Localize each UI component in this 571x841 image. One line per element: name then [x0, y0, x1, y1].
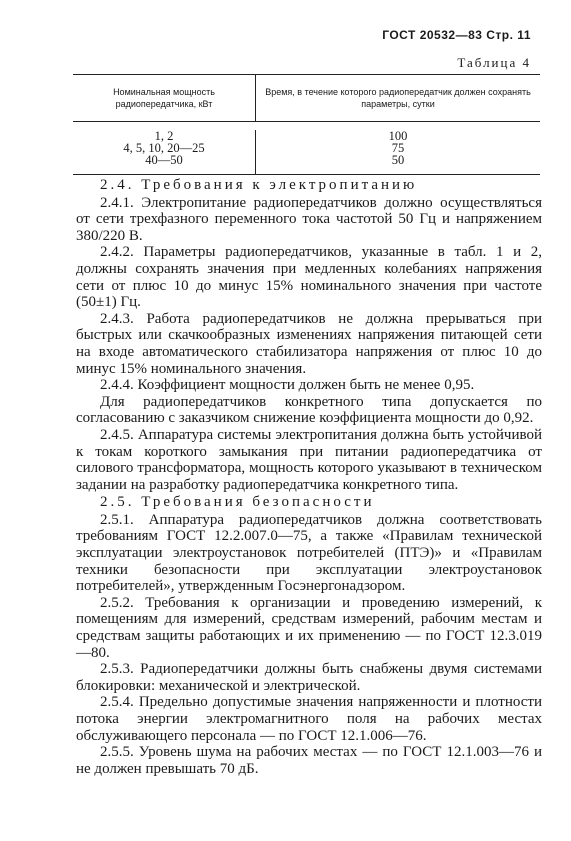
power-column	[73, 130, 256, 174]
paragraph: 2.4.3. Работа радиопередатчиков не должна прерываться при быстрых или скачкообразных изменениях напряжения питающей сети на входе автоматического стабилизатора напряжения от плюс 10 до минус 15% номинального значения.	[76, 310, 542, 377]
table-cell-days: 100	[388, 129, 408, 143]
table-cell-power: 1, 2	[154, 129, 174, 143]
power-table	[73, 74, 540, 175]
table-label: Таблица 4	[457, 55, 531, 70]
paragraph: 2.5.4. Предельно допустимые значения напряженности и плотности потока энергии электромагнитного поля на рабочих местах обслуживающего персонала — по ГОСТ 12.1.006—76.	[76, 694, 542, 744]
paragraph: 2.4.2. Параметры радиопередатчиков, указанные в табл. 1 и 2, должны сохранять значения при медленных колебаниях напряжения сети от плюс 10 до минус 15% номинального значения при частоте (50±1) Гц.	[76, 244, 542, 311]
section-heading: 2.4. Требования к электропитанию	[100, 177, 418, 193]
table-cell-power: 40—50	[145, 153, 183, 167]
table-body	[73, 122, 540, 174]
table-header-power: Номинальная мощность радиопередатчика, кВт	[73, 75, 256, 121]
table-header-days: Время, в течение которого радиопередатчик должен сохранять параметры, сутки	[265, 87, 531, 109]
table-cell-days: 50	[391, 153, 405, 167]
table-cell-days: 75	[391, 141, 405, 155]
paragraph: Для радиопередатчиков конкретного типа допускается по согласованию с заказчиком снижение коэффициента мощности до 0,92.	[76, 393, 542, 427]
section-heading: 2.5. Требования безопасности	[100, 494, 375, 511]
paragraph: 2.4.5. Аппаратура системы электропитания должна быть устойчивой к токам короткого замыкания при питании радиопередатчика от силового трансформатора, мощность которого указывают в техническом задании на разработку радиопередатчика конкретного типа.	[76, 426, 542, 493]
days-column	[256, 130, 540, 174]
paragraph: 2.4.4. Коэффициент мощности должен быть не менее 0,95.	[100, 377, 475, 394]
table-cell-power: 4, 5, 10, 20—25	[123, 141, 205, 155]
body-text	[76, 176, 542, 777]
paragraph: 2.5.1. Аппаратура радиопередатчиков должна соответствовать требованиям ГОСТ 12.2.007.0—75, а также «Правилам технической эксплуатации электроустановок потребителей (ПТЭ)» и «Правилам техники безопасности при эксплуатации электроустановок потребителей», утвержденным Госэнергонадзором.	[76, 511, 542, 595]
paragraph: 2.4.1. Электропитание радиопередатчиков должно осуществляться от сети трехфазного переменного тока частотой 50 Гц и напряжением 380/220 В.	[76, 194, 542, 244]
running-head: ГОСТ 20532—83 Стр. 11	[382, 28, 531, 42]
paragraph: 2.5.2. Требования к организации и проведению измерений, к помещениям для измерений, средствам измерений, рабочим местам и средствам защиты работающих и их применению — по ГОСТ 12.3.019—80.	[76, 594, 542, 661]
paragraph: 2.5.5. Уровень шума на рабочих местах — по ГОСТ 12.1.003—76 и не должен превышать 70 дБ.	[76, 744, 542, 777]
paragraph: 2.5.3. Радиопередатчики должны быть снабжены двумя системами блокировки: механической и электрической.	[76, 661, 542, 694]
table-header-row	[73, 75, 540, 122]
